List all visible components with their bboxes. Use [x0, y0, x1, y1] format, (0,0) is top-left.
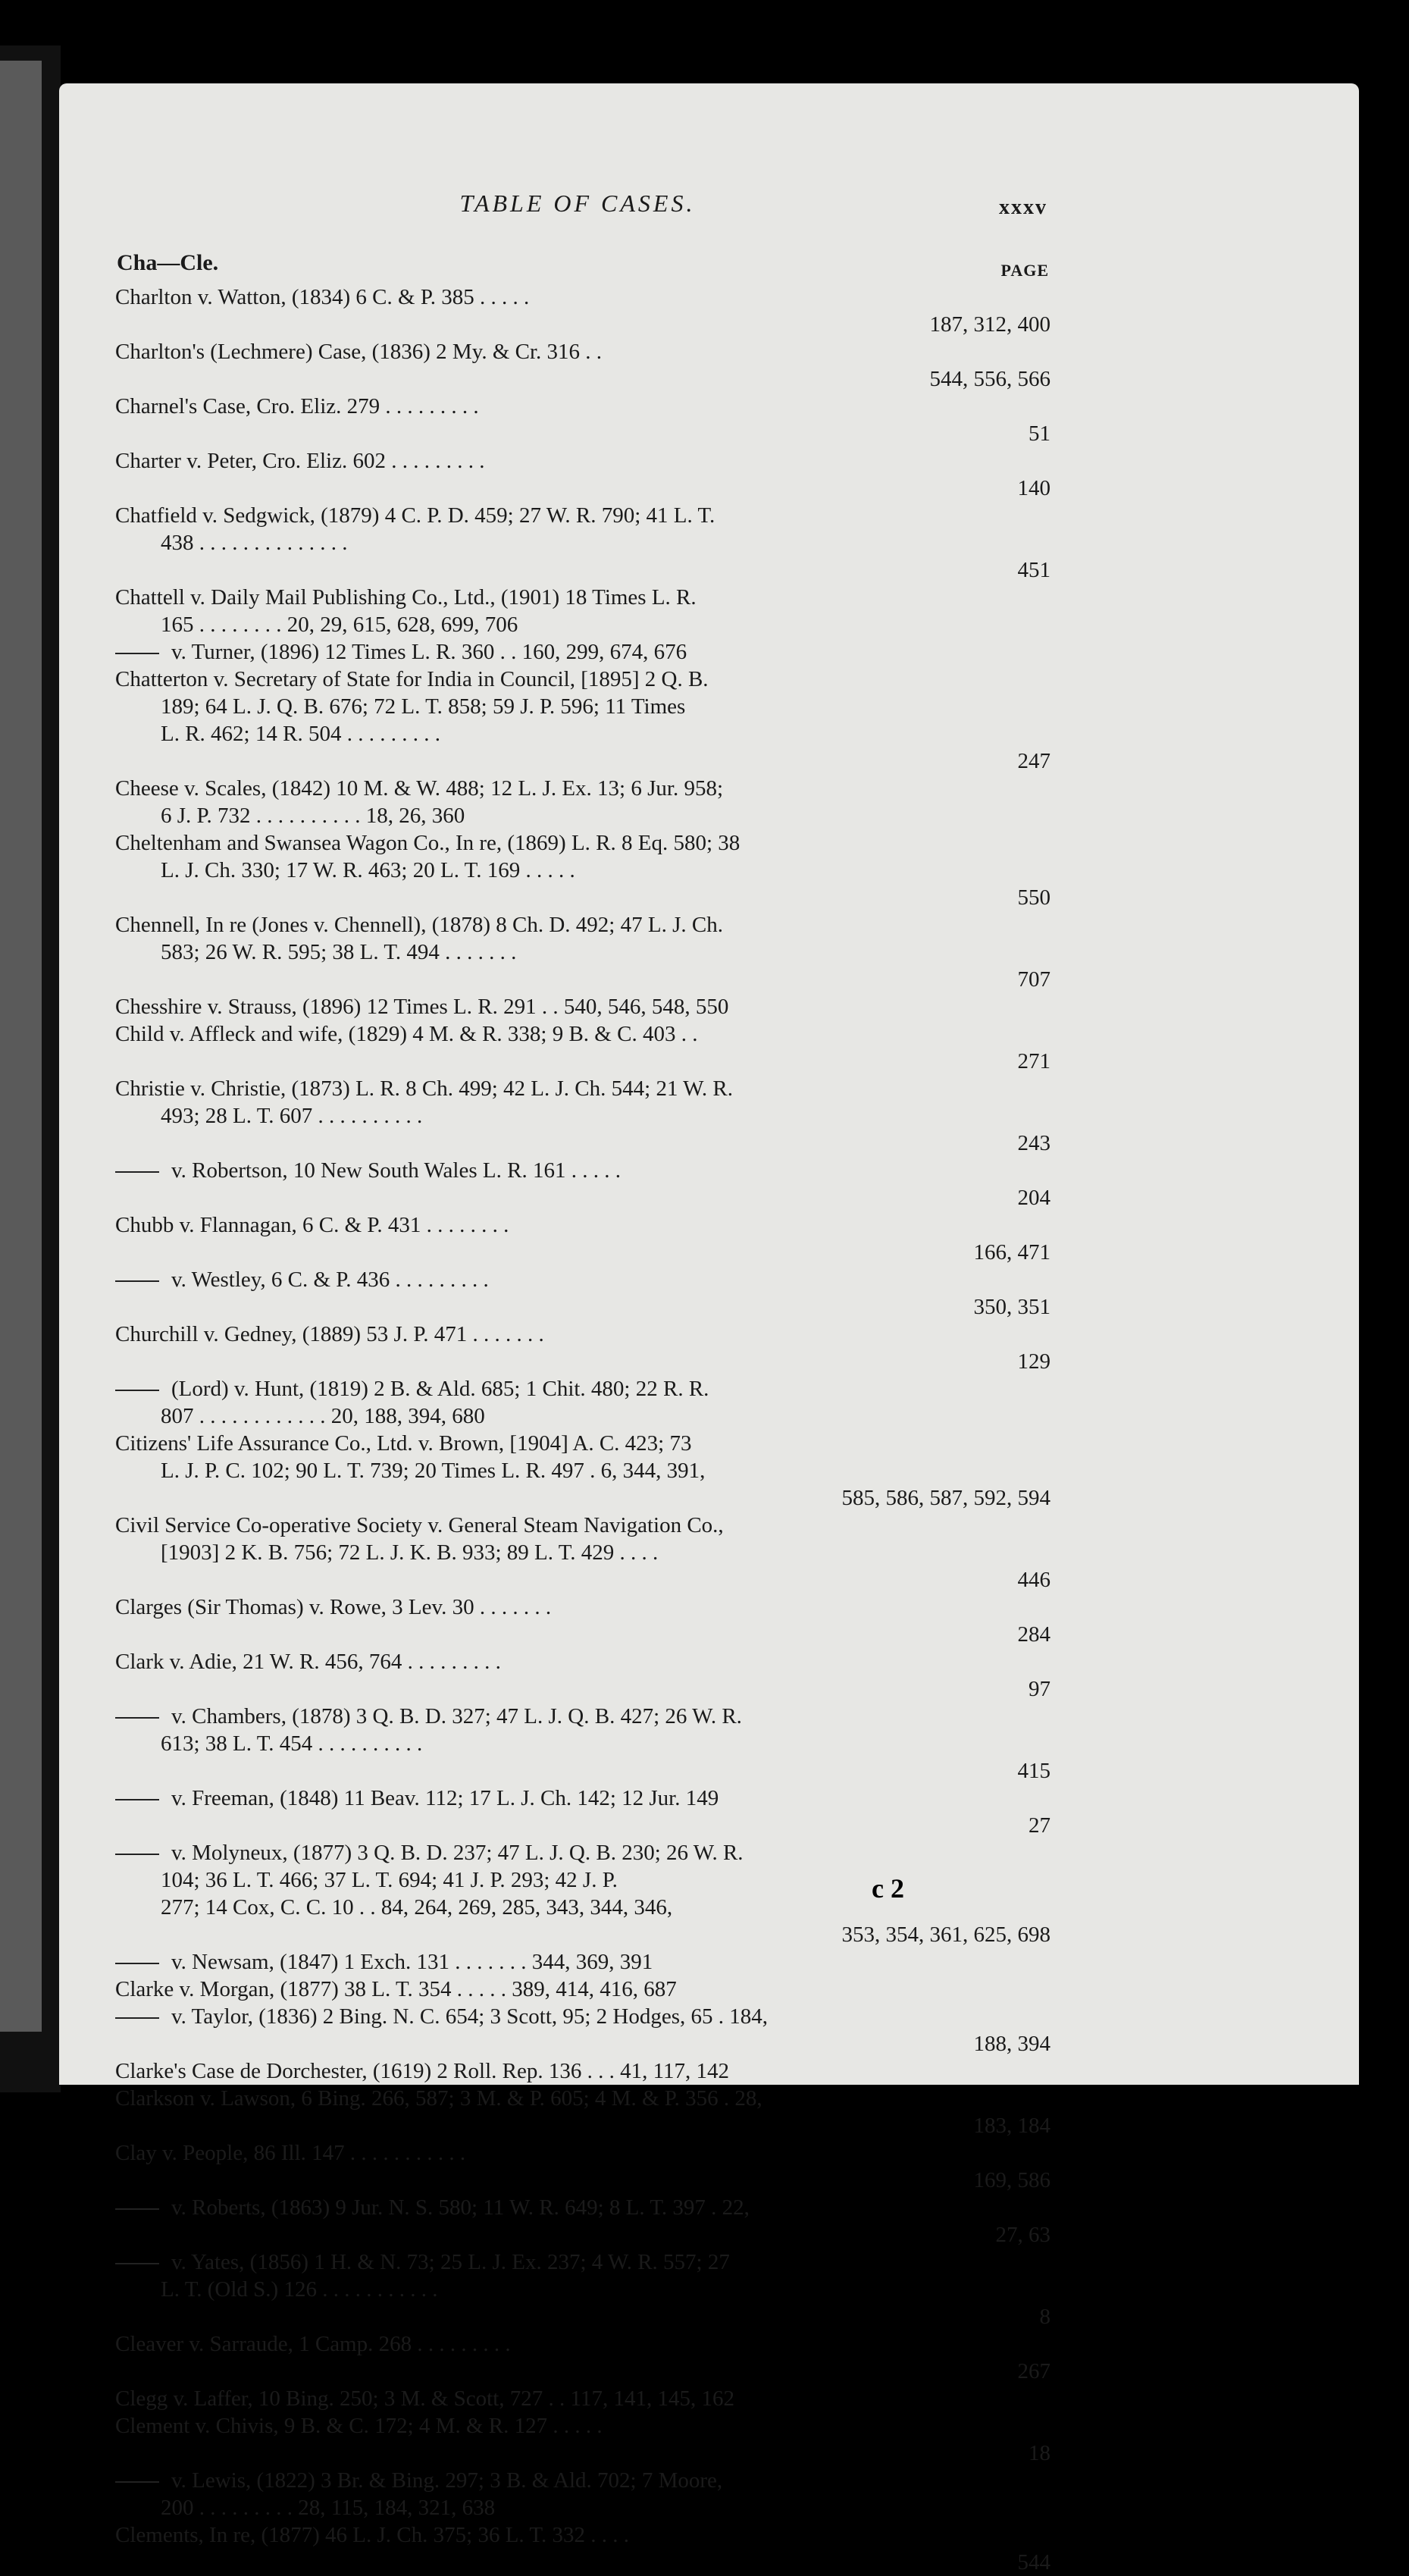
case-entry: [115, 666, 1050, 775]
case-entry: [115, 775, 1040, 829]
page-references: 243: [1017, 1131, 1050, 1155]
case-citation: [115, 2412, 1040, 2440]
case-entry: [115, 284, 1050, 338]
citation-text: Child v. Affleck and wife, (1829) 4 M. & R. 338; 9 B. & C. 403 . .: [115, 1022, 698, 1046]
page-references: 169, 586: [973, 2168, 1050, 2192]
citation-text: v. Molyneux, (1877) 3 Q. B. D. 237; 47 L. J. Q. B. 230; 26 W. R.: [171, 1841, 744, 1865]
case-citation-continued: [115, 611, 1040, 638]
case-citation: [115, 393, 1040, 420]
page-content: [115, 190, 1050, 2576]
citation-text: Chubb v. Flannagan, 6 C. & P. 431 . . . . . . . .: [115, 1213, 509, 1237]
page-references: 8: [1039, 2305, 1050, 2329]
page-references: 97: [1029, 1677, 1050, 1701]
citation-text: Clegg v. Laffer, 10 Bing. 250; 3 M. & Scott, 727 . . 117, 141, 145, 162: [115, 2386, 734, 2411]
case-citation: [115, 584, 1040, 611]
case-list: [115, 284, 1050, 2576]
case-citation: [115, 1321, 1040, 1348]
citation-text: v. Robertson, 10 New South Wales L. R. 161 . . . . .: [171, 1158, 621, 1183]
case-entry: [115, 1703, 1050, 1785]
citation-text: 807 . . . . . . . . . . . . 20, 188, 394, 680: [161, 1404, 485, 1428]
citation-text: Clement v. Chivis, 9 B. & C. 172; 4 M. & R. 127 . . . . .: [115, 2414, 603, 2438]
page-references: 18: [1029, 2441, 1050, 2465]
case-entry: [115, 1948, 1040, 1976]
case-citation-continued: [115, 529, 1040, 556]
ditto-dash: [115, 653, 159, 654]
ditto-dash: [115, 2263, 159, 2264]
case-entry: [115, 2003, 1050, 2057]
case-entry: [115, 447, 1050, 502]
citation-text: 200 . . . . . . . . . 28, 115, 184, 321, 638: [161, 2496, 496, 2520]
case-citation: [115, 1948, 1040, 1976]
case-citation: [115, 1839, 1040, 1866]
case-entry: [115, 1020, 1050, 1075]
case-entry: [115, 2467, 1040, 2521]
case-citation: [115, 1375, 1040, 1402]
section-subheader: [115, 250, 1049, 280]
page-references: 187, 312, 400: [929, 312, 1050, 337]
ditto-dash: [115, 2208, 159, 2210]
case-citation-continued: [115, 939, 1040, 966]
citation-text: Clarke v. Morgan, (1877) 38 L. T. 354 . . . . . 389, 414, 416, 687: [115, 1977, 677, 2001]
page-references: 550: [1017, 885, 1050, 910]
citation-text: v. Yates, (1856) 1 H. & N. 73; 25 L. J. Ex. 237; 4 W. R. 557; 27: [171, 2250, 730, 2274]
case-citation: [115, 1430, 1040, 1457]
page-references: 166, 471: [973, 1240, 1050, 1264]
page-number: xxxv: [999, 196, 1047, 219]
case-citation: [115, 2194, 1040, 2221]
case-citation-continued: [115, 1402, 1040, 1430]
case-citation: [115, 1512, 1040, 1539]
case-citation: [115, 2521, 1040, 2549]
case-entry: [115, 1375, 1040, 1430]
citation-text: v. Taylor, (1836) 2 Bing. N. C. 654; 3 Scott, 95; 2 Hodges, 65 . 184,: [171, 2004, 769, 2029]
citation-text: Civil Service Co-operative Society v. General Steam Navigation Co.,: [115, 1513, 724, 1537]
citation-text: Chatterton v. Secretary of State for India in Council, [1895] 2 Q. B.: [115, 667, 709, 691]
case-entry: [115, 829, 1050, 911]
running-header: [115, 190, 1047, 235]
case-entry: [115, 338, 1050, 393]
citation-text: Chattell v. Daily Mail Publishing Co., Ltd., (1901) 18 Times L. R.: [115, 585, 697, 610]
citation-text: L. J. Ch. 330; 17 W. R. 463; 20 L. T. 169 . . . . .: [161, 858, 575, 882]
page-references: 188, 394: [973, 2032, 1050, 2056]
case-citation: [115, 2057, 1040, 2085]
case-entry: [115, 393, 1050, 447]
citation-text: Chennell, In re (Jones v. Chennell), (1878) 8 Ch. D. 492; 47 L. J. Ch.: [115, 913, 723, 937]
running-title: TABLE OF CASES.: [459, 190, 696, 217]
citation-text: Charnel's Case, Cro. Eliz. 279 . . . . . . . . .: [115, 394, 479, 418]
case-citation: [115, 2085, 1040, 2112]
citation-text: 277; 14 Cox, C. C. 10 . . 84, 264, 269, 285, 343, 344, 346,: [161, 1895, 673, 1919]
ditto-dash: [115, 1280, 159, 1282]
citation-text: v. Westley, 6 C. & P. 436 . . . . . . . . .: [171, 1268, 489, 1292]
case-entry: [115, 2521, 1050, 2576]
page-references: 204: [1017, 1186, 1050, 1210]
case-citation: [115, 775, 1040, 802]
case-entry: [115, 2057, 1040, 2085]
citation-text: v. Turner, (1896) 12 Times L. R. 360 . . 160, 299, 674, 676: [171, 640, 687, 664]
case-citation: [115, 2330, 1040, 2358]
page-references: 247: [1017, 749, 1050, 773]
citation-text: 583; 26 W. R. 595; 38 L. T. 494 . . . . . . .: [161, 940, 517, 964]
case-citation-continued: [115, 1457, 1040, 1484]
case-entry: [115, 1075, 1050, 1157]
case-entry: [115, 993, 1040, 1020]
case-entry: [115, 2139, 1050, 2194]
case-citation-continued: [115, 693, 1040, 720]
case-citation-continued: [115, 857, 1040, 884]
case-entry: [115, 1211, 1050, 1266]
citation-text: 613; 38 L. T. 454 . . . . . . . . . .: [161, 1731, 423, 1756]
case-entry: [115, 1321, 1050, 1375]
case-entry: [115, 502, 1050, 584]
case-citation: [115, 2249, 1040, 2276]
page-references: 707: [1017, 967, 1050, 992]
citation-text: Citizens' Life Assurance Co., Ltd. v. Brown, [1904] A. C. 423; 73: [115, 1431, 692, 1456]
alphabetical-range: Cha—Cle.: [117, 250, 219, 275]
page-references: 271: [1017, 1049, 1050, 1073]
citation-text: Clarke's Case de Dorchester, (1619) 2 Roll. Rep. 136 . . . 41, 117, 142: [115, 2059, 730, 2083]
citation-text: Clarges (Sir Thomas) v. Rowe, 3 Lev. 30 . . . . . . .: [115, 1595, 552, 1619]
case-citation: [115, 447, 1040, 475]
page-references: 544: [1017, 2550, 1050, 2574]
case-entry: [115, 2385, 1040, 2412]
case-entry: [115, 1430, 1050, 1512]
case-citation: [115, 1594, 1040, 1621]
page-references: 544, 556, 566: [929, 367, 1050, 391]
facing-page-strip: [0, 61, 42, 2032]
case-citation: [115, 993, 1040, 1020]
case-citation: [115, 829, 1040, 857]
case-entry: [115, 1785, 1050, 1839]
case-citation-continued: [115, 720, 1040, 747]
page-references: 267: [1017, 2359, 1050, 2383]
case-citation: [115, 502, 1040, 529]
citation-text: Cheltenham and Swansea Wagon Co., In re, (1869) L. R. 8 Eq. 580; 38: [115, 831, 741, 855]
citation-text: [1903] 2 K. B. 756; 72 L. J. K. B. 933; 89 L. T. 429 . . . .: [161, 1540, 659, 1565]
ditto-dash: [115, 2481, 159, 2483]
case-citation: [115, 911, 1040, 939]
case-entry: [115, 2330, 1050, 2385]
case-citation: [115, 2139, 1040, 2167]
case-entry: [115, 2194, 1050, 2249]
case-citation-continued: [115, 2494, 1040, 2521]
citation-text: L. R. 462; 14 R. 504 . . . . . . . . .: [161, 722, 440, 746]
page-references: 183, 184: [973, 2114, 1050, 2138]
page-references: 27, 63: [995, 2223, 1050, 2247]
page-references: 284: [1017, 1622, 1050, 1647]
ditto-dash: [115, 1799, 159, 1800]
case-citation: [115, 1785, 1040, 1812]
case-entry: [115, 1594, 1050, 1648]
citation-text: 6 J. P. 732 . . . . . . . . . . 18, 26, 360: [161, 804, 465, 828]
ditto-dash: [115, 1171, 159, 1173]
case-citation: [115, 1648, 1040, 1675]
case-entry: [115, 1648, 1050, 1703]
citation-text: 189; 64 L. J. Q. B. 676; 72 L. T. 858; 59 J. P. 596; 11 Times: [161, 694, 686, 719]
citation-text: L. T. (Old S.) 126 . . . . . . . . . . .: [161, 2277, 438, 2302]
case-citation-continued: [115, 2276, 1040, 2303]
case-citation: [115, 1703, 1040, 1730]
case-entry: [115, 2249, 1050, 2330]
case-citation: [115, 1211, 1040, 1239]
case-citation-continued: [115, 1539, 1040, 1566]
case-entry: [115, 1266, 1050, 1321]
citation-text: Cleaver v. Sarraude, 1 Camp. 268 . . . . . . . . .: [115, 2332, 511, 2356]
case-entry: [115, 584, 1040, 638]
citation-text: v. Roberts, (1863) 9 Jur. N. S. 580; 11 W. R. 649; 8 L. T. 397 . 22,: [171, 2195, 750, 2220]
page-references: 51: [1029, 421, 1050, 446]
ditto-dash: [115, 1717, 159, 1719]
citation-text: Clark v. Adie, 21 W. R. 456, 764 . . . . . . . . .: [115, 1650, 501, 1674]
citation-text: v. Newsam, (1847) 1 Exch. 131 . . . . . . . 344, 369, 391: [171, 1950, 653, 1974]
citation-text: Chesshire v. Strauss, (1896) 12 Times L. R. 291 . . 540, 546, 548, 550: [115, 995, 729, 1019]
case-citation: [115, 1976, 1040, 2003]
citation-text: Cheese v. Scales, (1842) 10 M. & W. 488; 12 L. J. Ex. 13; 6 Jur. 958;: [115, 776, 724, 801]
citation-text: v. Chambers, (1878) 3 Q. B. D. 327; 47 L. J. Q. B. 427; 26 W. R.: [171, 1704, 742, 1728]
citation-text: 493; 28 L. T. 607 . . . . . . . . . .: [161, 1104, 423, 1128]
case-citation: [115, 2003, 1040, 2030]
case-entry: [115, 1512, 1050, 1594]
page-column-label: PAGE: [1000, 261, 1049, 280]
citation-text: v. Lewis, (1822) 3 Br. & Bing. 297; 3 B. & Ald. 702; 7 Moore,: [171, 2468, 723, 2493]
citation-text: 104; 36 L. T. 466; 37 L. T. 694; 41 J. P. 293; 42 J. P.: [161, 1868, 618, 1892]
case-citation: [115, 1075, 1040, 1102]
citation-text: Charlton's (Lechmere) Case, (1836) 2 My. & Cr. 316 . .: [115, 340, 603, 364]
case-citation: [115, 666, 1040, 693]
case-citation: [115, 638, 1040, 666]
citation-text: 165 . . . . . . . . 20, 29, 615, 628, 699, 706: [161, 613, 518, 637]
page-references: 353, 354, 361, 625, 698: [841, 1923, 1050, 1947]
case-citation: [115, 1020, 1040, 1048]
citation-text: Charter v. Peter, Cro. Eliz. 602 . . . . . . . . .: [115, 449, 485, 473]
case-entry: [115, 1157, 1050, 1211]
page-references: 585, 586, 587, 592, 594: [841, 1486, 1050, 1510]
case-entry: [115, 2085, 1050, 2139]
page-references: 27: [1029, 1813, 1050, 1838]
case-citation: [115, 1157, 1040, 1184]
page-references: 129: [1017, 1349, 1050, 1374]
ditto-dash: [115, 1390, 159, 1391]
citation-text: v. Freeman, (1848) 11 Beav. 112; 17 L. J. Ch. 142; 12 Jur. 149: [171, 1786, 719, 1810]
page-references: 140: [1017, 476, 1050, 500]
citation-text: L. J. P. C. 102; 90 L. T. 739; 20 Times L. R. 497 . 6, 344, 391,: [161, 1459, 706, 1483]
case-citation: [115, 338, 1040, 365]
ditto-dash: [115, 1963, 159, 1964]
case-citation-continued: [115, 802, 1040, 829]
page-references: 415: [1017, 1759, 1050, 1783]
case-citation: [115, 1266, 1040, 1293]
case-citation-continued: [115, 1730, 1040, 1757]
case-entry: [115, 911, 1050, 993]
page-references: 451: [1017, 558, 1050, 582]
page-references: 446: [1017, 1568, 1050, 1592]
citation-text: Christie v. Christie, (1873) L. R. 8 Ch. 499; 42 L. J. Ch. 544; 21 W. R.: [115, 1076, 733, 1101]
case-citation: [115, 2385, 1040, 2412]
citation-text: Clarkson v. Lawson, 6 Bing. 266, 587; 3 M. & P. 605; 4 M. & P. 356 . 28,: [115, 2086, 762, 2111]
citation-text: Churchill v. Gedney, (1889) 53 J. P. 471 . . . . . . .: [115, 1322, 544, 1346]
ditto-dash: [115, 1854, 159, 1855]
case-entry: [115, 638, 1040, 666]
citation-text: Chatfield v. Sedgwick, (1879) 4 C. P. D. 459; 27 W. R. 790; 41 L. T.: [115, 503, 715, 528]
case-citation: [115, 284, 1040, 311]
case-citation: [115, 2467, 1040, 2494]
citation-text: Clements, In re, (1877) 46 L. J. Ch. 375; 36 L. T. 332 . . . .: [115, 2523, 629, 2547]
citation-text: 438 . . . . . . . . . . . . . .: [161, 531, 348, 555]
citation-text: Charlton v. Watton, (1834) 6 C. & P. 385 . . . . .: [115, 285, 530, 309]
page-references: 350, 351: [973, 1295, 1050, 1319]
citation-text: (Lord) v. Hunt, (1819) 2 B. & Ald. 685; 1 Chit. 480; 22 R. R.: [171, 1377, 709, 1401]
ditto-dash: [115, 2017, 159, 2019]
case-entry: [115, 2412, 1050, 2467]
case-entry: [115, 1976, 1040, 2003]
citation-text: Clay v. People, 86 Ill. 147 . . . . . . . . . . .: [115, 2141, 466, 2165]
case-citation-continued: [115, 1102, 1040, 1130]
signature-mark: c 2: [872, 1873, 904, 1904]
